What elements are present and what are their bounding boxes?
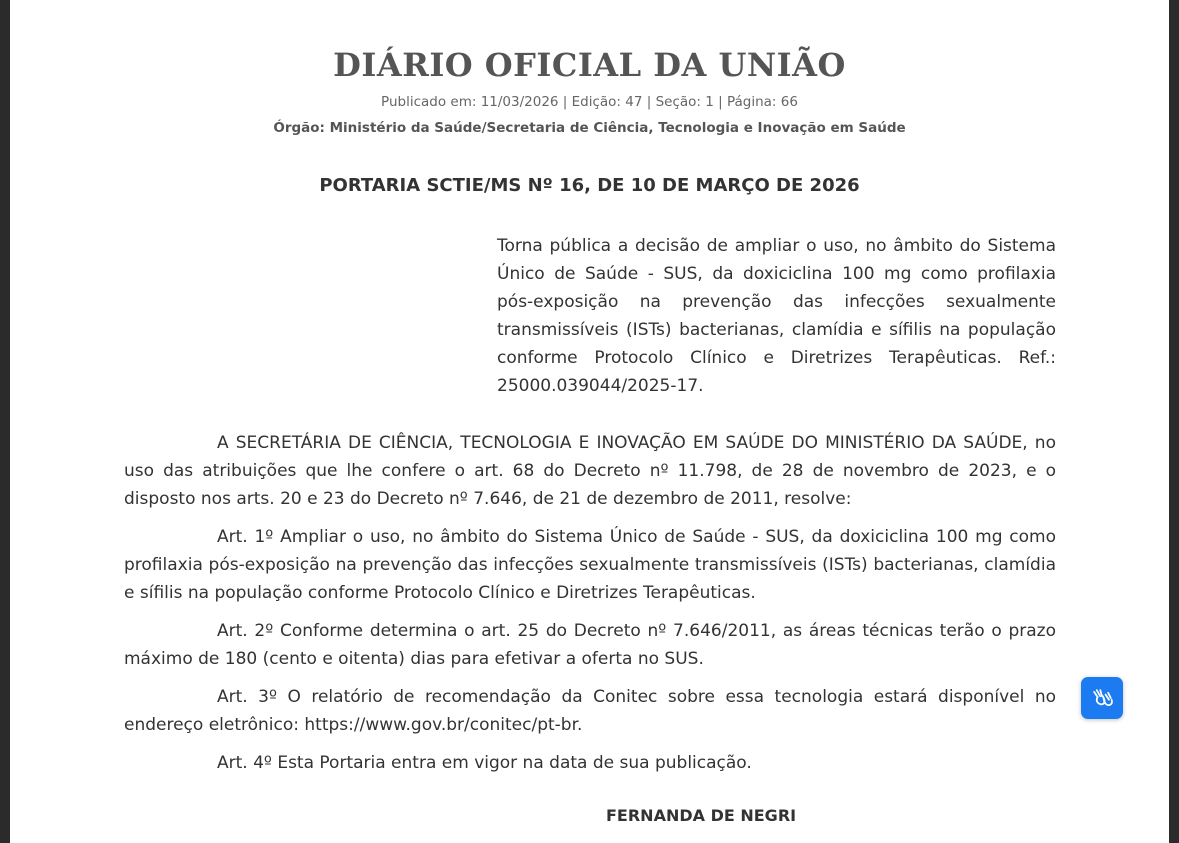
issuing-organ: Órgão: Ministério da Saúde/Secretaria de Ciência, Tecnologia e Inovação em Saúde bbox=[273, 120, 906, 136]
article-4: Art. 4º Esta Portaria entra em vigor na data de sua publicação. bbox=[217, 753, 752, 773]
publication-title: DIÁRIO OFICIAL DA UNIÃO bbox=[333, 46, 846, 84]
vlibras-accessibility-button[interactable] bbox=[1081, 677, 1123, 719]
publication-meta: Publicado em: 11/03/2026 | Edição: 47 | Seção: 1 | Página: 66 bbox=[381, 94, 798, 110]
article-3: Art. 3º O relatório de recomendação da Conitec sobre essa tecnologia estará disponível no endereço eletrônico: https://www.gov.br/conitec/pt-br. bbox=[124, 687, 1056, 735]
act-body bbox=[124, 429, 1056, 787]
signatory-name: FERNANDA DE NEGRI bbox=[606, 806, 797, 825]
act-summary: Torna pública a decisão de ampliar o uso, no âmbito do Sistema Único de Saúde - SUS, da doxiciclina 100 mg como profilaxia pós-exposição na prevenção das infecções sexualmente transmissíveis (ISTs) bacterianas, clamídia e sífilis na população conforme Protocolo Clínico e Diretrizes Terapêuticas. Ref.: 25000.039044/2025-17. bbox=[497, 236, 1056, 396]
article-1: Art. 1º Ampliar o uso, no âmbito do Sistema Único de Saúde - SUS, da doxiciclina 100 mg como profilaxia pós-exposição na prevenção das infecções sexualmente transmissíveis (ISTs) bacterianas, clamídia e sífilis na população conforme Protocolo Clínico e Diretrizes Terapêuticas. bbox=[124, 527, 1056, 603]
article-2: Art. 2º Conforme determina o art. 25 do Decreto nº 7.646/2011, as áreas técnicas terão o prazo máximo de 180 (cento e oitenta) dias para efetivar a oferta no SUS. bbox=[124, 621, 1056, 669]
act-title: PORTARIA SCTIE/MS Nº 16, DE 10 DE MARÇO DE 2026 bbox=[319, 175, 860, 196]
sign-language-hands-icon bbox=[1088, 684, 1116, 712]
act-preamble: A SECRETÁRIA DE CIÊNCIA, TECNOLOGIA E INOVAÇÃO EM SAÚDE DO MINISTÉRIO DA SAÚDE, no uso das atribuições que lhe confere o art. 68 do Decreto nº 11.798, de 28 de novembro de 2023, e o disposto nos arts. 20 e 23 do Decreto nº 7.646, de 21 de dezembro de 2011, resolve: bbox=[124, 433, 1056, 509]
